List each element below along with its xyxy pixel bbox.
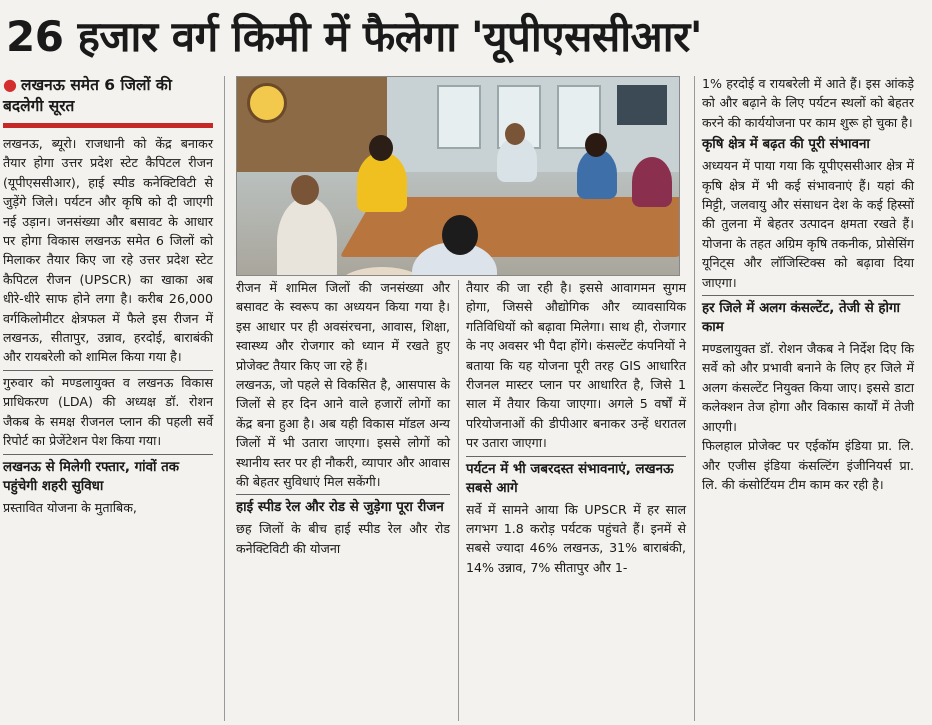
col3-paragraph-1: तैयार की जा रही है। इससे आवागमन सुगम होगा, जिससे औद्योगिक और व्यावसायिक गतिविधियों को बढ़ावा मिलेगा। साथ ही, रोजगार के नए अवसर भी पैदा होंगे। कंसल्टेंट कंपनियों ने बताया कि यह योजना पूरी तरह GIS आधारित रीजनल मास्टर प्लान पर आधारित है, जिसे 1 साल में तैयार किया जाएगा। अगले 5 वर्षों में परियोजनाओं की डीपीआर बनाकर उन्हें धरातल पर उतारा जाएगा। [466,280,686,451]
headline: 26 हजार वर्ग किमी में फैलेगा 'यूपीएससीआर' [6,12,703,61]
divider [236,494,450,495]
subheading-5: हर जिले में अलग कंसल्टेंट, तेजी से होगा काम [702,301,900,336]
person [357,152,407,212]
photo-window [437,85,481,149]
person-head [442,215,478,255]
person [277,197,337,276]
kicker-text: लखनऊ समेत 6 जिलों की बदलेगी सूरत [3,76,172,115]
col1-paragraph-2: गुरुवार को मण्डलायुक्त व लखनऊ विकास प्राधिकरण (LDA) की अध्यक्ष डॉ. रोशन जैकब के समक्ष रीजनल प्लान की पहली सर्वे रिपोर्ट का प्रेजेंटेशन पेश किया गया। [3,374,213,449]
kicker [3,74,213,128]
col2-paragraph-1: रीजन में शामिल जिलों की जनसंख्या और बसावट के स्वरूप का अध्ययन किया गया है। इस आधार पर ही अवसंरचना, आवास, शिक्षा, स्वास्थ्य और रोजगार को ध्यान में रखते हुए प्रोजेक्ट तैयार किए जा रहे हैं। [236,280,450,373]
person-head [585,133,607,157]
divider [466,456,686,457]
person [632,157,672,207]
person-head [505,123,525,145]
emblem-icon [247,83,287,123]
col1-paragraph-1: लखनऊ, ब्यूरो। राजधानी को केंद्र बनाकर तैयार होगा उत्तर प्रदेश स्टेट कैपिटल रीजन (यूपीएससीआर), हाई स्पीड कनेक्टिविटी से जुड़ेंगे जिले। पर्यटन और कृषि को दी जाएगी नई उड़ान। जनसंख्या और बसावट के आधार पर होगा विकास लखनऊ समेत 6 जिलों को मिलाकर तैयार किए जा रहे उत्तर प्रदेश स्टेट कैपिटल रीजन (UPSCR) का खाका अब धीरे-धीरे साफ होने लगा है। करीब 26,000 वर्गकिलोमीटर क्षेत्रफल में फैले इस रीजन में लखनऊ, सीतापुर, उन्नाव, हरदोई, बाराबंकी और रायबरेली को शामिल किया गया है। [3,136,213,365]
divider [3,454,213,455]
divider [3,370,213,371]
article-column-2 [236,278,450,558]
subheading-1: लखनऊ से मिलेगी रफ्तार, गांवों तक पहुंचेगी शहरी सुविधा [3,459,180,494]
column-rule [694,76,695,721]
col4-paragraph-4: फिलहाल प्रोजेक्ट पर एईकॉम इंडिया प्रा. लि. और एजीस इंडिया कंसल्टिंग इंजीनियर्स प्रा. लि. की कंसोर्टियम टीम काम कर रही है। [702,438,914,492]
photo-screen [617,85,667,125]
person-head [291,175,319,205]
col4-paragraph-3: मण्डलायुक्त डॉ. रोशन जैकब ने निर्देश दिए कि सर्वे को और प्रभावी बनाने के लिए हर जिले में अलग कंसल्टेंट नियुक्त किया जाए। इससे डाटा कलेक्शन तेज होगा और विकास कार्यों में तेजी आएगी। [702,341,914,434]
subheading-3: पर्यटन में भी जबरदस्त संभावनाएं, लखनऊ सबसे आगे [466,461,674,496]
meeting-photo [236,76,680,276]
article-column-4 [702,74,914,494]
col4-paragraph-2: अध्ययन में पाया गया कि यूपीएससीआर क्षेत्र में कृषि क्षेत्र में भी कई संभावनाएं हैं। यहां की मिट्टी, जलवायु और संसाधन देश के कई हिस्सों की तुलना में बेहतर उत्पादन क्षमता रखते हैं। योजना के तहत अग्रिम कृषि तकनीक, प्रोसेसिंग यूनिट्स और लॉजिस्टिक्स को बढ़ावा दिया जाएगा। [702,158,914,290]
subheading-2: हाई स्पीड रेल और रोड से जुड़ेगा पूरा रीजन [236,500,444,516]
col3-paragraph-2: सर्वे में सामने आया कि UPSCR में हर साल लगभग 1.8 करोड़ पर्यटक पहुंचते हैं। इनमें से सबसे ज्यादा 46% लखनऊ, 31% बाराबंकी, 14% उन्नाव, 7% सीतापुर और 1- [466,501,686,575]
article-column-3 [466,278,686,577]
col1-paragraph-3: प्रस्तावित योजना के मुताबिक, [3,499,137,515]
divider [702,295,914,296]
bullet-dot-icon: ● [3,75,17,94]
article-column-1 [3,74,213,517]
person-head [369,135,393,161]
col2-paragraph-3: छह जिलों के बीच हाई स्पीड रेल और रोड कनेक्टिविटी की योजना [236,521,450,556]
column-rule [458,280,459,721]
column-rule [224,76,225,721]
subheading-4: कृषि क्षेत्र में बढ़त की पूरी संभावना [702,137,870,153]
col4-paragraph-1: 1% हरदोई व रायबरेली में आते हैं। इस आंकड़े को और बढ़ाने के लिए पर्यटन स्थलों को बेहतर करने की कार्ययोजना पर काम शुरू हो चुका है। [702,76,914,130]
col2-paragraph-2: लखनऊ, जो पहले से विकसित है, आसपास के जिलों से हर दिन आने वाले हजारों लोगों का केंद्र बना हुआ है। अब यही विकास मॉडल अन्य जिलों में भी उतारा जाएगा। इससे लोगों को स्थानीय स्तर पर ही नौकरी, व्यापार और आवास की बेहतर सुविधाएं मिल सकेंगी। [236,377,450,490]
